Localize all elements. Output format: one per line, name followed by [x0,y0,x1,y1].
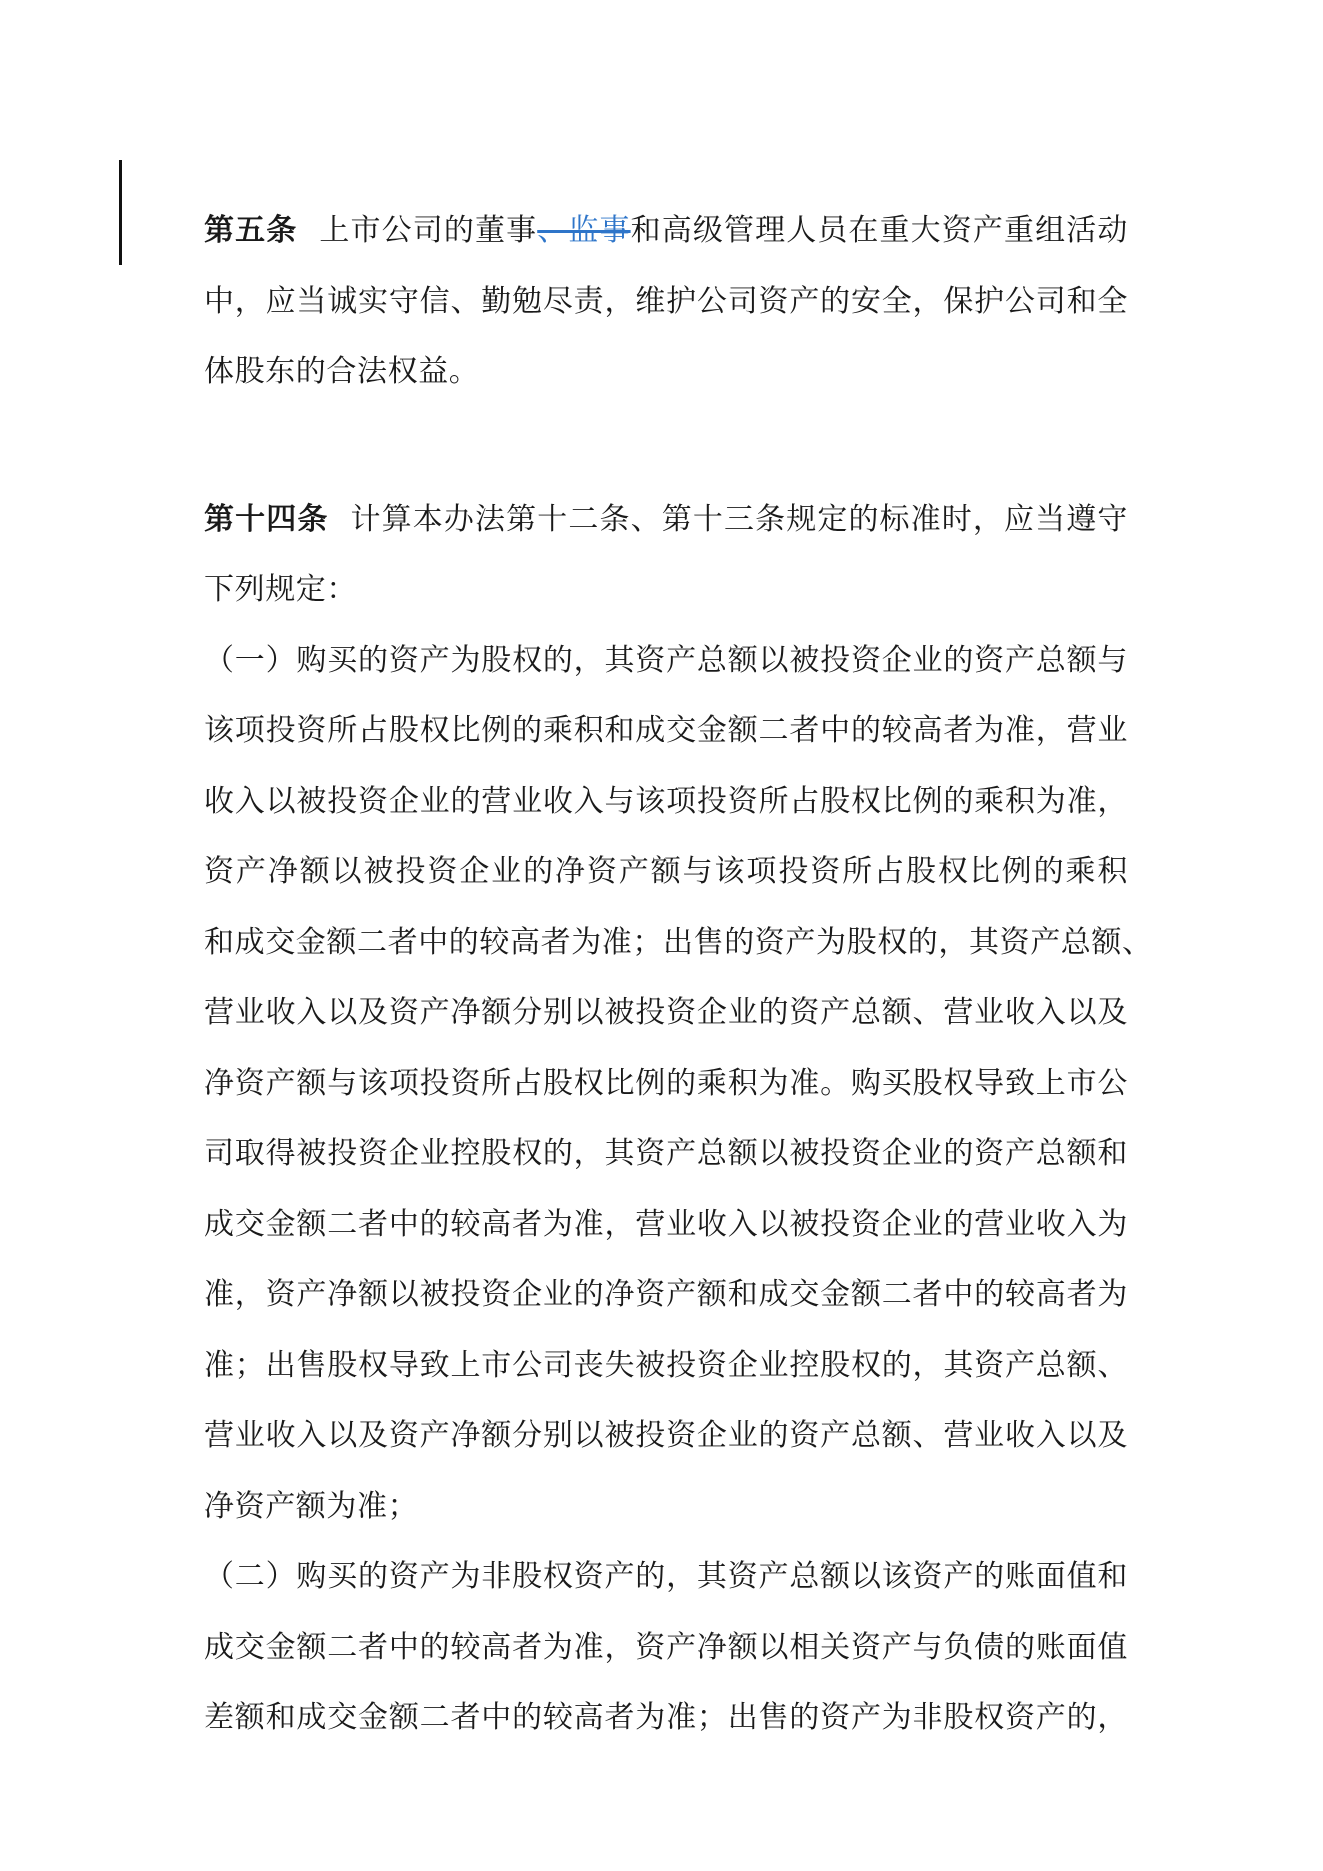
item-1-line: 和成交金额二者中的较高者为准；出售的资产为股权的，其资产总额、 [204,924,1153,960]
item-1-line: 该项投资所占股权比例的乘积和成交金额二者中的较高者为准，营业 [204,713,1128,748]
article-14-line-2: 下列规定： [204,572,357,607]
article-14-intro-text: 计算本办法第十二条、第十三条规定的标准时，应当遵守 [350,501,1129,537]
item-1-line: 成交金额二者中的较高者为准，营业收入以被投资企业的营业收入为 [204,1206,1128,1242]
item-1-line: 准，资产净额以被投资企业的净资产额和成交金额二者中的较高者为 [204,1277,1128,1312]
item-1-line: 净资产额与该项投资所占股权比例的乘积为准。购买股权导致上市公 [204,1065,1128,1101]
article-5-line-1 [204,196,1128,267]
revision-change-bar [119,160,122,265]
article-5 [204,196,1128,408]
item-2-line: （二）购买的资产为非股权资产的，其资产总额以该资产的账面值和 [204,1559,1128,1594]
item-1-line: 资产净额以被投资企业的净资产额与该项投资所占股权比例的乘积 [204,854,1128,889]
article-5-line-2: 中，应当诚实守信、勤勉尽责，维护公司资产的安全，保护公司和全 [204,283,1128,319]
article-14-item-2 [204,1542,1128,1754]
article-5-label: 第五条 [204,213,298,248]
paragraph-gap [204,408,1128,485]
item-1-line: 营业收入以及资产净额分别以被投资企业的资产总额、营业收入以及 [204,995,1128,1030]
item-1-line: 收入以被投资企业的营业收入与该项投资所占股权比例的乘积为准， [204,783,1128,819]
document-body [204,196,1153,1754]
article-14-label: 第十四条 [204,501,329,537]
article-14-item-1 [204,626,1153,1543]
item-1-line: 准；出售股权导致上市公司丧失被投资企业控股权的，其资产总额、 [204,1347,1128,1383]
item-2-line: 成交金额二者中的较高者为准，资产净额以相关资产与负债的账面值 [204,1629,1128,1665]
article-5-line-3: 体股东的合法权益。 [204,354,480,389]
item-1-line: 营业收入以及资产净额分别以被投资企业的资产总额、营业收入以及 [204,1418,1128,1453]
article-5-text-after-deletion: 和高级管理人员在重大资产重组活动 [630,213,1128,248]
article-14-line-1 [204,485,1128,556]
tracked-deletion: 、监事 [537,213,631,248]
item-1-line: 司取得被投资企业控股权的，其资产总额以被投资企业的资产总额和 [204,1136,1128,1171]
article-5-text-before-deletion: 上市公司的董事 [319,213,538,248]
article-14 [204,485,1153,1754]
item-2-line: 差额和成交金额二者中的较高者为准；出售的资产为非股权资产的， [204,1700,1128,1735]
item-1-line: 净资产额为准； [204,1488,419,1524]
item-1-line: （一）购买的资产为股权的，其资产总额以被投资企业的资产总额与 [204,642,1128,678]
